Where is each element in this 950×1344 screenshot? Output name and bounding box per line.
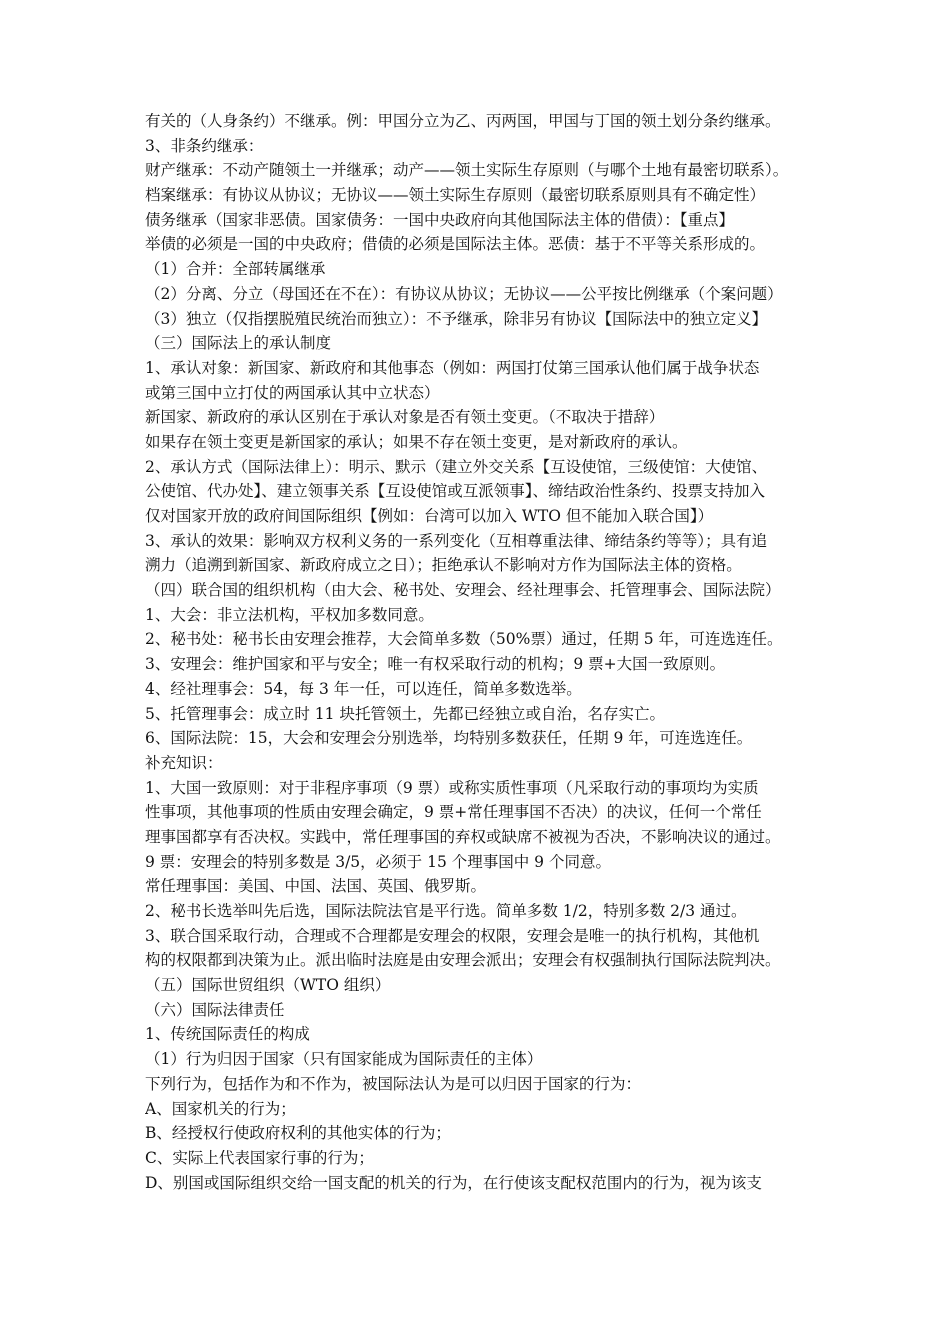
section-heading: （三）国际法上的承认制度 [145,334,332,353]
text-line: C、实际上代表国家行事的行为； [145,1148,374,1167]
text-line: 债务继承（国家非恶债。国家债务：一国中央政府向其他国际法主体的借债）：【重点】 [145,210,735,229]
text-line: （3）独立（仅指摆脱殖民统治而独立）：不予继承，除非另有协议【国际法中的独立定义】 [145,309,768,328]
text-line: 1、承认对象：新国家、新政府和其他事态（例如：两国打仗第三国承认他们属于战争状态 [145,358,760,377]
section-heading: （四）联合国的组织机构（由大会、秘书处、安理会、经社理事会、托管理事会、国际法院） [145,581,781,600]
text-line: 2、承认方式（国际法律上）：明示、默示（建立外交关系【互设使馆，三级使馆：大使馆、 [145,457,768,476]
text-line: （1）行为归因于国家（只有国家能成为国际责任的主体） [145,1050,543,1069]
text-line: 6、国际法院：15，大会和安理会分别选举，均特别多数获任，任期 9 年，可连选连任。 [145,729,753,748]
text-line: 3、联合国采取行动，合理或不合理都是安理会的权限，安理会是唯一的执行机构，其他机 [145,926,760,945]
text-line: 溯力（追溯到新国家、新政府成立之日）；拒绝承认不影响对方作为国际法主体的资格。 [145,556,742,575]
text-line: （1）合并：全部转属继承 [145,260,326,279]
text-line: 补充知识： [145,753,223,772]
text-line: 或第三国中立打仗的两国承认其中立状态） [145,383,440,402]
text-line: 理事国都享有否决权。实践中，常任理事国的弃权或缺席不被视为否决，不影响决议的通过。 [145,827,781,846]
text-line: 5、托管理事会：成立时 11 块托管领土，先都已经独立或自治，名存实亡。 [145,704,665,723]
text-line: 构的权限都到决策为止。派出临时法庭是由安理会派出；安理会有权强制执行国际法院判决。 [145,951,781,970]
text-line: 4、经社理事会：54，每 3 年一任，可以连任，简单多数选举。 [145,679,582,698]
text-line: 1、大国一致原则：对于非程序事项（9 票）或称实质性事项（凡采取行动的事项均为实质 [145,778,759,797]
text-line: 仅对国家开放的政府间国际组织【例如：台湾可以加入 WTO 但不能加入联合国】） [145,507,714,525]
text-line: 新国家、新政府的承认区别在于承认对象是否有领土变更。（不取决于措辞） [145,408,665,427]
text-line: 3、非条约继承： [145,136,264,155]
text-line: 常任理事国：美国、中国、法国、英国、俄罗斯。 [145,877,487,896]
text-line: D、别国或国际组织交给一国支配的机关的行为，在行使该支配权范围内的行为，视为该支 [145,1173,762,1192]
text-line: 性事项，其他事项的性质由安理会确定，9 票+常任理事国不否决）的决议，任何一个常任 [145,803,762,822]
text-line: B、经授权行使政府权利的其他实体的行为； [145,1124,451,1143]
text-line: 1、传统国际责任的构成 [145,1025,310,1044]
text-line: A、国家机关的行为； [145,1099,296,1118]
text-line: 举债的必须是一国的中央政府；借债的必须是国际法主体。恶债：基于不平等关系形成的。 [145,235,766,254]
text-line: 2、秘书长选举叫先后选，国际法院法官是平行选。简单多数 1/2，特别多数 2/3 通过。 [145,902,747,920]
text-line: 下列行为，包括作为和不作为，被国际法认为是可以归因于国家的行为： [145,1074,642,1093]
text-line: （2）分离、分立（母国还在不在）：有协议从协议；无协议——公平按比例继承（个案问题） [145,284,783,303]
text-line: 如果存在领土变更是新国家的承认；如果不存在领土变更，是对新政府的承认。 [145,432,688,451]
section-heading: （六）国际法律责任 [145,1000,285,1019]
text-line: 1、大会：非立法机构，平权加多数同意。 [145,605,434,624]
text-line: 3、承认的效果：影响双方权利义务的一系列变化（互相尊重法律、缔结条约等等）；具有追 [145,531,768,550]
text-line: 有关的（人身条约）不继承。例：甲国分立为乙、丙两国，甲国与丁国的领土划分条约继承。 [145,112,781,130]
text-line: 财产继承：不动产随领土一并继承；动产——领土实际生存原则（与哪个土地有最密切联系）。 [145,161,789,180]
text-line: 公使馆、代办处】、建立领事关系【互设使馆或互派领事】、缔结政治性条约、投票支持加入 [145,482,766,501]
text-line: 档案继承：有协议从协议；无协议——领土实际生存原则（最密切联系原则具有不确定性） [145,186,766,205]
section-heading: （五）国际世贸组织（WTO 组织） [145,976,391,995]
document-page [145,109,815,1195]
text-line: 9 票：安理会的特别多数是 3/5，必须于 15 个理事国中 9 个同意。 [145,852,611,871]
text-line: 3、安理会：维护国家和平与安全；唯一有权采取行动的机构；9 票+大国一致原则。 [145,655,726,674]
text-line: 2、秘书处：秘书长由安理会推荐，大会简单多数（50%票）通过，任期 5 年，可连选连任。 [145,630,783,649]
